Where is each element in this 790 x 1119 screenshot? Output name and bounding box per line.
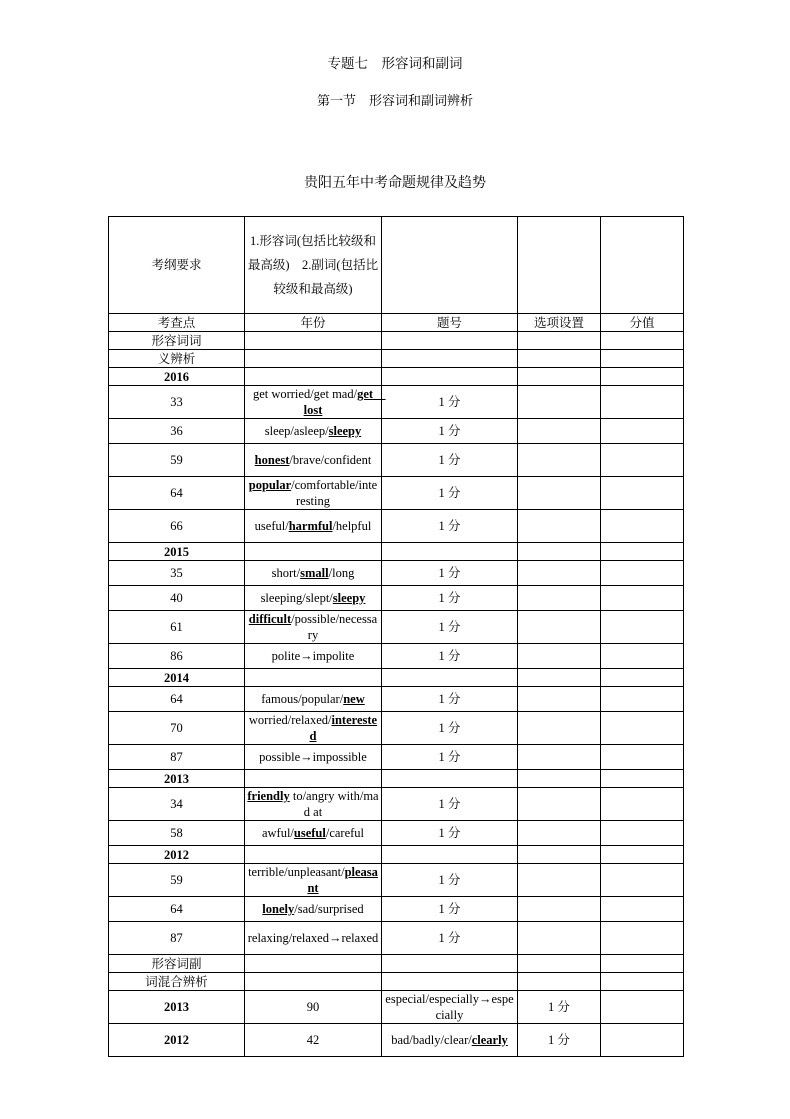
table-row	[109, 644, 684, 669]
options-cell	[382, 1024, 518, 1057]
option-text: /brave/confident	[289, 453, 372, 467]
answer-text: sleepy	[332, 591, 366, 605]
options-cell	[245, 419, 382, 444]
empty-cell	[518, 611, 601, 644]
score-cell: 1 分	[382, 864, 518, 897]
empty-cell	[382, 368, 518, 386]
empty-cell	[601, 477, 684, 510]
option-text: sleeping/slept/	[260, 591, 333, 605]
answer-text: popular	[248, 478, 292, 492]
table-row	[109, 368, 684, 386]
option-text: terrible/unpleasant/	[248, 865, 345, 879]
table-row	[109, 419, 684, 444]
check-point-cell: 35	[109, 561, 245, 586]
option-text: possible→impossible	[259, 750, 367, 764]
empty-cell	[518, 821, 601, 846]
header-cell: 考查点	[109, 314, 245, 332]
empty-cell	[601, 973, 684, 991]
requirement-row	[109, 217, 684, 314]
table-row	[109, 687, 684, 712]
empty-cell	[518, 368, 601, 386]
empty-cell	[518, 586, 601, 611]
answer-text: clearly	[471, 1033, 508, 1047]
section-title: 第一节 形容词和副词辨析	[316, 94, 473, 109]
score-cell: 1 分	[382, 644, 518, 669]
empty-cell	[601, 350, 684, 368]
table-row	[109, 386, 684, 419]
check-point-cell: 2012	[109, 846, 245, 864]
option-text: to/angry with/mad at	[289, 789, 379, 819]
score-cell: 1 分	[518, 991, 601, 1024]
empty-cell	[518, 846, 601, 864]
options-cell	[245, 712, 382, 745]
empty-cell	[518, 788, 601, 821]
empty-cell	[382, 770, 518, 788]
empty-cell	[601, 846, 684, 864]
empty-cell	[601, 745, 684, 770]
empty-cell	[518, 332, 601, 350]
option-text: /possible/necessary	[291, 612, 378, 642]
options-cell	[245, 510, 382, 543]
empty-cell	[382, 332, 518, 350]
header-cell: 分值	[601, 314, 684, 332]
options-cell	[245, 821, 382, 846]
empty-cell	[601, 1024, 684, 1057]
check-point-cell: 58	[109, 821, 245, 846]
answer-text: small	[300, 566, 329, 580]
empty-cell	[601, 332, 684, 350]
header-cell: 题号	[382, 314, 518, 332]
empty-cell	[601, 669, 684, 687]
empty-cell	[518, 477, 601, 510]
options-cell	[245, 922, 382, 955]
empty-cell	[601, 955, 684, 973]
options-cell	[245, 611, 382, 644]
empty-cell	[601, 644, 684, 669]
table-row	[109, 846, 684, 864]
empty-cell	[518, 561, 601, 586]
check-point-cell: 59	[109, 864, 245, 897]
check-point-cell: 86	[109, 644, 245, 669]
table-row	[109, 897, 684, 922]
answer-text: friendly	[247, 789, 290, 803]
topic-title: 专题七 形容词和副词	[327, 56, 463, 72]
answer-text: get lost	[303, 387, 386, 417]
header-cell: 年份	[245, 314, 382, 332]
table-row	[109, 669, 684, 687]
score-cell: 1 分	[382, 510, 518, 543]
table-row	[109, 561, 684, 586]
empty-cell	[601, 561, 684, 586]
header-cell: 选项设置	[518, 314, 601, 332]
empty-cell	[245, 350, 382, 368]
score-cell: 1 分	[382, 821, 518, 846]
empty-cell	[601, 687, 684, 712]
score-cell: 1 分	[382, 712, 518, 745]
empty-cell	[518, 687, 601, 712]
check-point-cell: 2015	[109, 543, 245, 561]
empty-cell	[245, 846, 382, 864]
table-row	[109, 991, 684, 1024]
option-text: famous/popular/	[261, 692, 344, 706]
check-point-cell: 40	[109, 586, 245, 611]
check-point-cell: 形容词词	[109, 332, 245, 350]
check-point-cell: 2013	[109, 770, 245, 788]
empty-cell	[245, 955, 382, 973]
option-text: worried/relaxed/	[248, 713, 332, 727]
score-cell: 1 分	[382, 444, 518, 477]
empty-cell	[518, 745, 601, 770]
answer-text: sleepy	[328, 424, 362, 438]
empty-cell	[518, 350, 601, 368]
option-text: /comfortable/interesting	[291, 478, 378, 508]
option-text: useful/	[254, 519, 289, 533]
option-text: polite→impolite	[271, 649, 355, 663]
option-text: short/	[271, 566, 301, 580]
check-point-cell: 义辨析	[109, 350, 245, 368]
exam-analysis-table	[108, 216, 684, 1057]
option-text: get worried/get mad/	[252, 387, 358, 401]
check-point-cell: 64	[109, 687, 245, 712]
options-cell	[245, 444, 382, 477]
score-cell: 1 分	[382, 586, 518, 611]
empty-cell	[245, 332, 382, 350]
table-row	[109, 973, 684, 991]
empty-cell	[518, 419, 601, 444]
table-row	[109, 586, 684, 611]
empty-cell	[518, 897, 601, 922]
table-row	[109, 543, 684, 561]
option-text: relaxing/relaxed→relaxed	[247, 931, 379, 945]
check-point-cell: 34	[109, 788, 245, 821]
empty-cell	[245, 770, 382, 788]
empty-cell	[518, 644, 601, 669]
table-row	[109, 332, 684, 350]
option-text: /careful	[325, 826, 365, 840]
check-point-cell: 87	[109, 922, 245, 955]
score-cell: 1 分	[518, 1024, 601, 1057]
option-text: /sad/surprised	[294, 902, 364, 916]
empty-cell	[601, 788, 684, 821]
option-text: awful/	[261, 826, 294, 840]
answer-text: difficult	[248, 612, 292, 626]
table-row	[109, 745, 684, 770]
empty-cell	[245, 669, 382, 687]
options-cell	[245, 864, 382, 897]
score-cell: 1 分	[382, 745, 518, 770]
answer-text: useful	[293, 826, 326, 840]
empty-cell	[518, 217, 601, 314]
score-cell: 1 分	[382, 419, 518, 444]
empty-cell	[601, 217, 684, 314]
options-cell	[245, 386, 386, 419]
options-cell	[245, 687, 382, 712]
table-row	[109, 955, 684, 973]
check-point-cell: 形容词副	[109, 955, 245, 973]
check-point-cell: 36	[109, 419, 245, 444]
check-point-cell: 61	[109, 611, 245, 644]
table-row	[109, 821, 684, 846]
empty-cell	[518, 864, 601, 897]
options-cell	[245, 897, 382, 922]
score-cell: 1 分	[382, 897, 518, 922]
empty-cell	[601, 444, 684, 477]
answer-text: new	[343, 692, 365, 706]
empty-cell	[382, 955, 518, 973]
empty-cell	[601, 510, 684, 543]
header-row	[109, 314, 684, 332]
empty-cell	[382, 543, 518, 561]
empty-cell	[382, 846, 518, 864]
empty-cell	[601, 386, 684, 419]
score-cell: 1 分	[382, 788, 518, 821]
empty-cell	[518, 669, 601, 687]
option-text: especial/especially→especially	[385, 992, 514, 1022]
empty-cell	[382, 669, 518, 687]
score-cell: 1 分	[382, 561, 518, 586]
empty-cell	[601, 897, 684, 922]
check-point-cell: 64	[109, 477, 245, 510]
empty-cell	[601, 712, 684, 745]
question-number-cell: 90	[245, 991, 382, 1024]
table-row	[109, 922, 684, 955]
options-cell	[245, 586, 382, 611]
empty-cell	[601, 922, 684, 955]
check-point-cell: 2014	[109, 669, 245, 687]
option-text: /long	[328, 566, 355, 580]
empty-cell	[601, 770, 684, 788]
option-text: sleep/asleep/	[264, 424, 329, 438]
table-row	[109, 864, 684, 897]
check-point-cell: 33	[109, 386, 245, 419]
empty-cell	[601, 419, 684, 444]
answer-text: honest	[254, 453, 290, 467]
check-point-cell: 70	[109, 712, 245, 745]
score-cell: 1 分	[382, 477, 518, 510]
table-row	[109, 350, 684, 368]
score-cell: 1 分	[382, 922, 518, 955]
empty-cell	[518, 922, 601, 955]
empty-cell	[518, 973, 601, 991]
check-point-cell: 2012	[109, 1024, 245, 1057]
answer-text: interested	[309, 713, 378, 743]
check-point-cell: 2016	[109, 368, 245, 386]
empty-cell	[601, 543, 684, 561]
empty-cell	[245, 543, 382, 561]
empty-cell	[518, 770, 601, 788]
option-text: /helpful	[332, 519, 372, 533]
table-row	[109, 477, 684, 510]
requirement-text: 1.形容词(包括比较级和最高级) 2.副词(包括比较级和最高级)	[245, 217, 382, 314]
check-point-cell: 87	[109, 745, 245, 770]
empty-cell	[382, 217, 518, 314]
empty-cell	[601, 864, 684, 897]
table-row	[109, 510, 684, 543]
empty-cell	[518, 386, 601, 419]
table-row	[109, 788, 684, 821]
table-row	[109, 1024, 684, 1057]
empty-cell	[245, 368, 382, 386]
empty-cell	[601, 991, 684, 1024]
check-point-cell: 64	[109, 897, 245, 922]
check-point-cell: 66	[109, 510, 245, 543]
empty-cell	[518, 510, 601, 543]
check-point-cell: 词混合辨析	[109, 973, 245, 991]
answer-text: pleasant	[307, 865, 378, 895]
requirement-label: 考纲要求	[109, 217, 245, 314]
table-row	[109, 444, 684, 477]
table-heading: 贵阳五年中考命题规律及趋势	[304, 175, 486, 191]
question-number-cell: 42	[245, 1024, 382, 1057]
options-cell	[382, 991, 518, 1024]
empty-cell	[518, 444, 601, 477]
score-cell: 1 分	[382, 687, 518, 712]
empty-cell	[518, 955, 601, 973]
table-row	[109, 770, 684, 788]
options-cell	[245, 788, 382, 821]
options-cell	[245, 745, 382, 770]
answer-text: harmful	[288, 519, 333, 533]
check-point-cell: 2013	[109, 991, 245, 1024]
table-row	[109, 712, 684, 745]
empty-cell	[601, 611, 684, 644]
score-cell: 1 分	[382, 611, 518, 644]
empty-cell	[601, 821, 684, 846]
options-cell	[245, 561, 382, 586]
answer-text: lonely	[262, 902, 295, 916]
options-cell	[245, 477, 382, 510]
empty-cell	[601, 368, 684, 386]
check-point-cell: 59	[109, 444, 245, 477]
score-cell: 1 分	[382, 386, 518, 419]
empty-cell	[382, 350, 518, 368]
empty-cell	[518, 712, 601, 745]
empty-cell	[518, 543, 601, 561]
empty-cell	[601, 586, 684, 611]
empty-cell	[245, 973, 382, 991]
table-row	[109, 611, 684, 644]
option-text: bad/badly/clear/	[391, 1033, 472, 1047]
empty-cell	[382, 973, 518, 991]
options-cell	[245, 644, 382, 669]
